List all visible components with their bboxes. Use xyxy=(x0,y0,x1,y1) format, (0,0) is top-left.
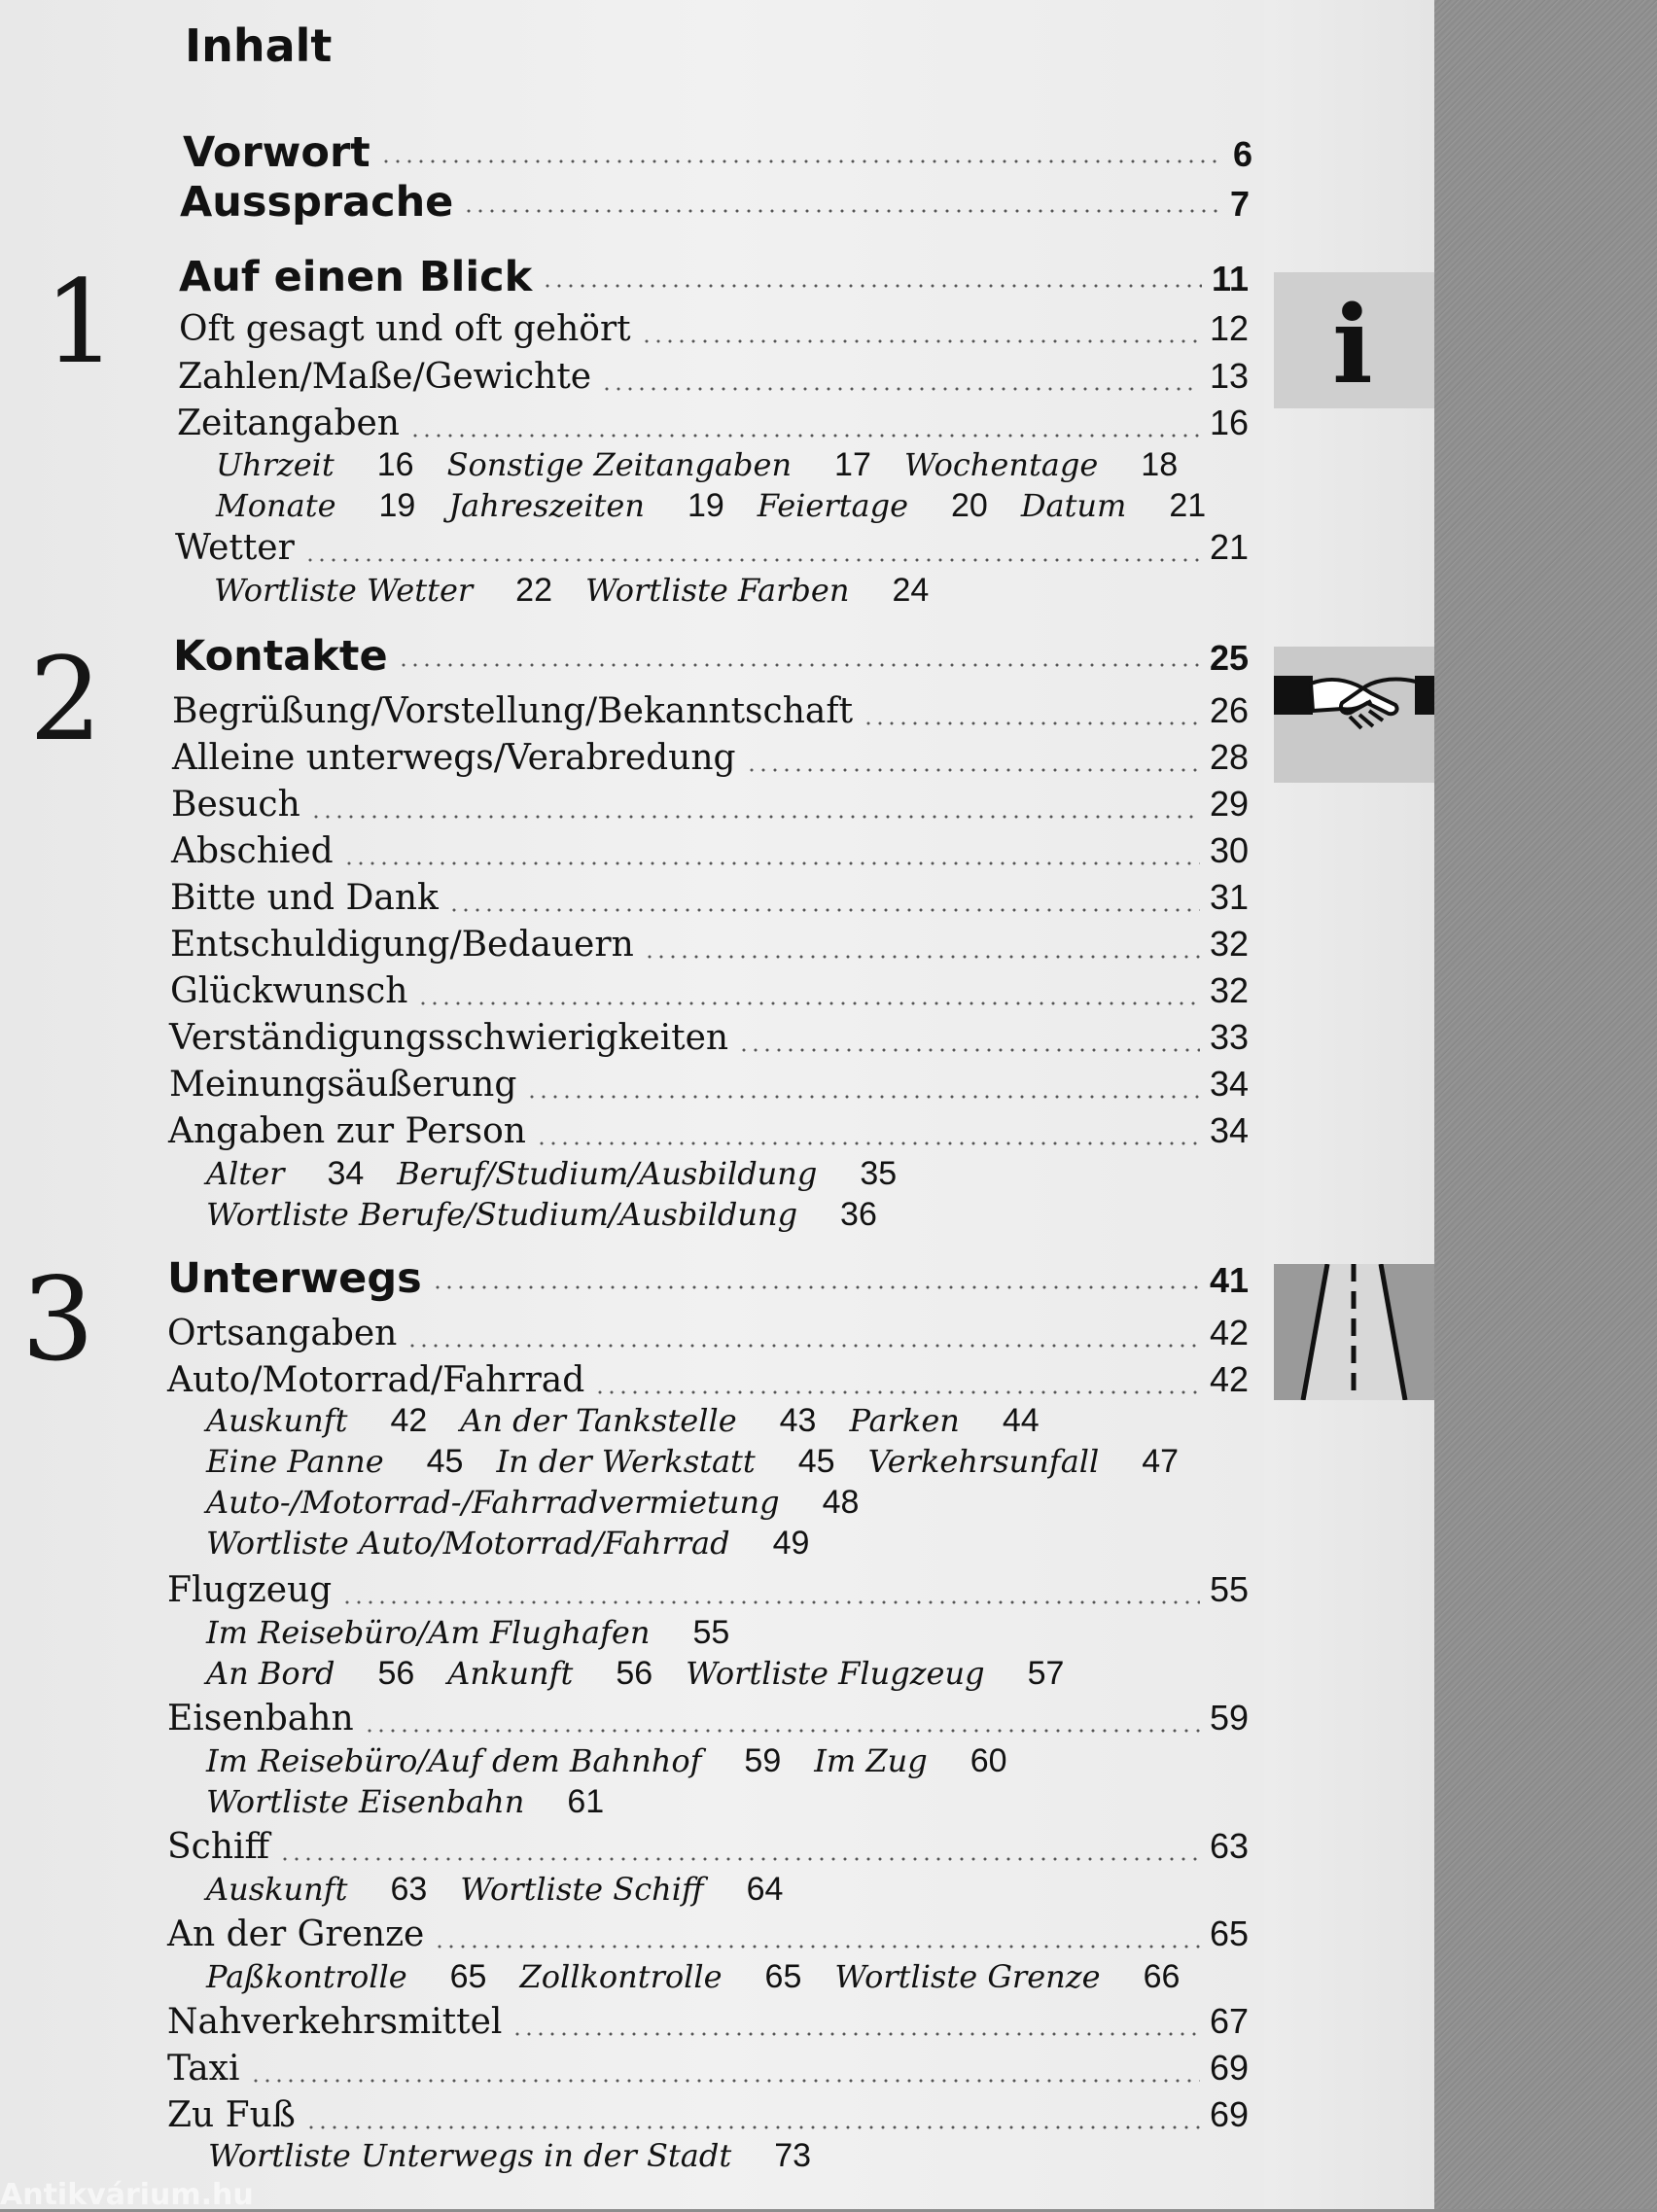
page-number: 28 xyxy=(1209,737,1249,777)
toc-subentries: Wortliste Berufe/Studium/Ausbildung 36 xyxy=(206,1196,877,1233)
toc-entry: Zeitangaben 16 xyxy=(177,403,1249,443)
page-number: 25 xyxy=(1209,638,1249,678)
toc-subentries: Im Reisebüro/Auf dem Bahnhof 59 Im Zug 60 xyxy=(206,1742,1007,1779)
page-number: 33 xyxy=(1209,1017,1249,1057)
toc-entry: Besuch 29 xyxy=(171,784,1249,825)
page-number: 6 xyxy=(1232,134,1252,174)
watermark: Antikvárium.hu xyxy=(0,2178,254,2212)
toc-subentries: Paßkontrolle 65 Zollkontrolle 65 Wortliste Grenze 66 xyxy=(206,1958,1181,1995)
toc-subentries: Auto-/Motorrad-/Fahrradvermietung 48 xyxy=(206,1484,860,1521)
toc-entry: Bitte und Dank 31 xyxy=(170,877,1249,918)
travel-tab xyxy=(1274,1264,1434,1400)
toc-subentries: Monate 19 Jahreszeiten 19 Feiertage 20 Datum 21 xyxy=(216,487,1207,524)
page-number: 7 xyxy=(1229,184,1250,224)
page-number: 21 xyxy=(1209,527,1249,567)
toc-subentries: Wortliste Wetter 22 Wortliste Farben 24 xyxy=(214,572,930,609)
road-icon xyxy=(1274,1264,1434,1400)
toc-entry: Oft gesagt und oft gehört 12 xyxy=(179,308,1249,349)
toc-entry: Taxi 69 xyxy=(167,2048,1249,2089)
toc-entry: Schiff 63 xyxy=(167,1826,1249,1867)
page-number: 34 xyxy=(1209,1110,1249,1150)
page-number: 63 xyxy=(1209,1826,1249,1866)
toc-entry-aussprache: Aussprache 7 xyxy=(180,178,1250,227)
page-number: 69 xyxy=(1209,2048,1249,2088)
page-number: 67 xyxy=(1209,2001,1249,2041)
page-number: 26 xyxy=(1209,690,1249,730)
page-number: 42 xyxy=(1209,1313,1249,1352)
page-number: 30 xyxy=(1209,830,1249,870)
toc-entry: Wetter 21 xyxy=(175,527,1249,568)
toc-subentries: Alter 34 Beruf/Studium/Ausbildung 35 xyxy=(206,1155,898,1192)
chapter-heading: Auf einen Blick 11 xyxy=(179,253,1249,301)
chapter-number-2: 2 xyxy=(29,632,103,766)
toc-entry: Eisenbahn 59 xyxy=(167,1698,1249,1738)
page-number: 29 xyxy=(1209,784,1249,824)
page-number: 59 xyxy=(1209,1698,1249,1738)
toc-entry: Alleine unterwegs/Verabredung 28 xyxy=(172,737,1249,778)
page-title: Inhalt xyxy=(185,19,333,72)
chapter-heading: Kontakte 25 xyxy=(173,632,1249,681)
page-number: 69 xyxy=(1209,2094,1249,2134)
toc-subentries: Im Reisebüro/Am Flughafen 55 xyxy=(206,1614,730,1651)
page-number: 32 xyxy=(1209,924,1249,964)
info-tab xyxy=(1274,272,1434,408)
page-number: 55 xyxy=(1209,1569,1249,1609)
chapter-number-1: 1 xyxy=(44,255,118,389)
toc-entry: Nahverkehrsmittel 67 xyxy=(167,2001,1249,2042)
toc-subentries: Auskunft 63 Wortliste Schiff 64 xyxy=(206,1871,784,1908)
toc-entry: Verständigungsschwierigkeiten 33 xyxy=(169,1017,1249,1058)
toc-subentries: An Bord 56 Ankunft 56 Wortliste Flugzeug 57 xyxy=(206,1655,1065,1692)
page-number: 65 xyxy=(1209,1914,1249,1953)
page-number: 13 xyxy=(1209,356,1249,396)
page-number: 41 xyxy=(1209,1260,1249,1300)
toc-subentries: Wortliste Eisenbahn 61 xyxy=(206,1783,605,1820)
toc-entry: Abschied 30 xyxy=(171,830,1249,871)
toc-entry: Meinungsäußerung 34 xyxy=(169,1064,1249,1105)
page-number: 11 xyxy=(1211,259,1249,298)
chapter-number-3: 3 xyxy=(21,1252,95,1387)
page-number: 32 xyxy=(1209,970,1249,1010)
background-surface xyxy=(1434,0,1657,2209)
toc-subentries: Wortliste Auto/Motorrad/Fahrrad 49 xyxy=(206,1525,810,1562)
toc-subentries: Eine Panne 45 In der Werkstatt 45 Verkehrsunfall 47 xyxy=(206,1443,1180,1480)
page-number: 31 xyxy=(1209,877,1249,917)
toc-entry: Glückwunsch 32 xyxy=(170,970,1249,1011)
toc-subentries: Uhrzeit 16 Sonstige Zeitangaben 17 Wochentage 18 xyxy=(216,446,1179,483)
info-icon: i xyxy=(1332,282,1373,407)
toc-subentries: Auskunft 42 An der Tankstelle 43 Parken 44 xyxy=(206,1402,1040,1439)
toc-entry: An der Grenze 65 xyxy=(167,1914,1249,1954)
toc-entry: Auto/Motorrad/Fahrrad 42 xyxy=(167,1359,1249,1400)
handshake-icon xyxy=(1274,647,1434,783)
toc-entry: Angaben zur Person 34 xyxy=(168,1110,1249,1151)
toc-entry: Ortsangaben 42 xyxy=(167,1313,1249,1353)
toc-entry: Begrüßung/Vorstellung/Bekanntschaft 26 xyxy=(172,690,1249,731)
toc-entry: Entschuldigung/Bedauern 32 xyxy=(170,924,1249,965)
page-number: 34 xyxy=(1209,1064,1249,1104)
page-number: 42 xyxy=(1209,1359,1249,1399)
toc-entry: Flugzeug 55 xyxy=(167,1569,1249,1610)
toc-entry: Zu Fuß 69 xyxy=(167,2094,1249,2135)
toc-entry: Zahlen/Maße/Gewichte 13 xyxy=(178,356,1249,397)
page-number: 16 xyxy=(1209,403,1249,442)
toc-subentries: Wortliste Unterwegs in der Stadt 73 xyxy=(208,2137,812,2174)
toc-entry-vorwort: Vorwort 6 xyxy=(183,128,1252,177)
page-number: 12 xyxy=(1209,308,1249,348)
chapter-heading: Unterwegs 41 xyxy=(167,1254,1249,1303)
contacts-tab xyxy=(1274,647,1434,783)
